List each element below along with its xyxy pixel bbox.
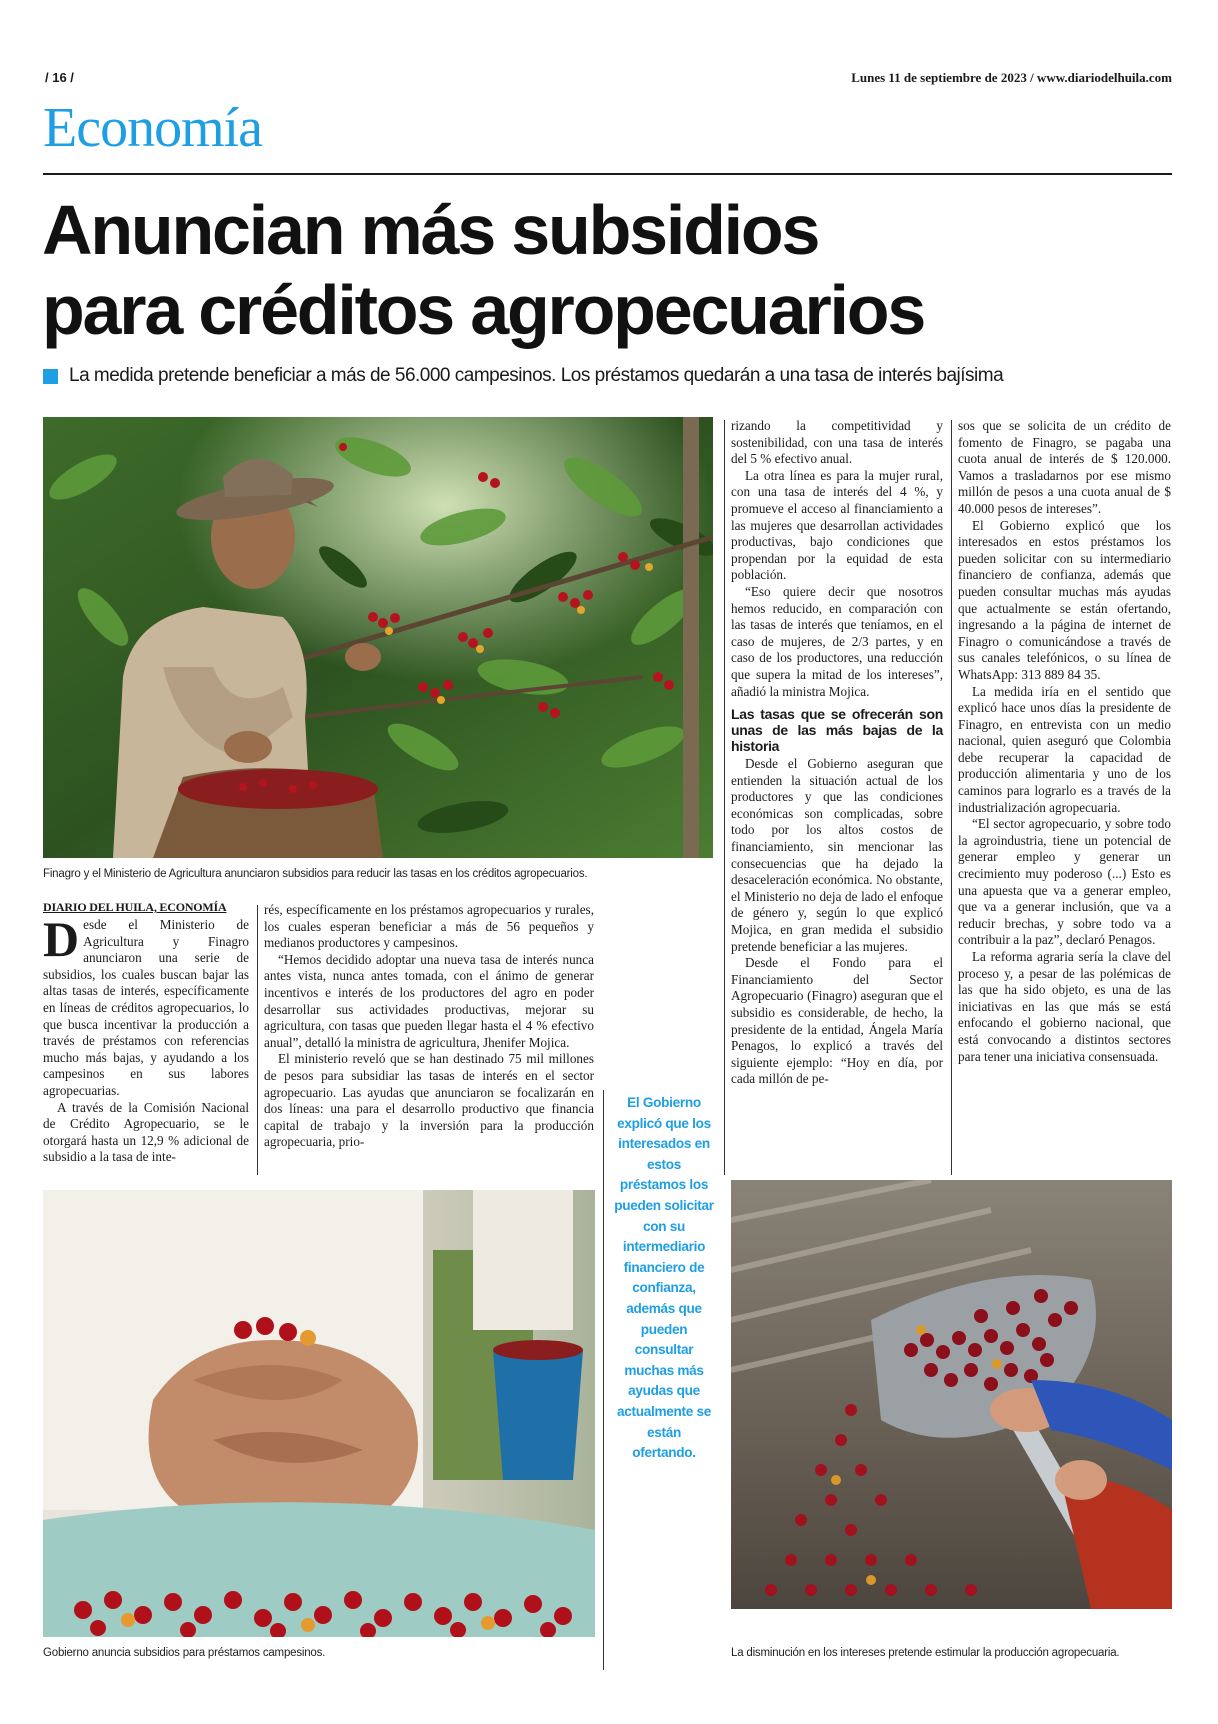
paragraph: La medida iría en el sentido que explicó hace unos días la presidente de Finagro, en entrevista con un medio nacional, quien aseguró que Colombia debe recuperar la capacidad de producción alimentaria y uno de los caminos para lograrlo es a través de la industrialización agropecuaria. xyxy=(958,683,1171,815)
paragraph: rés, específicamente en los préstamos agropecuarios y rurales, los cuales esperan beneficiar a más de 56 pequeños y medianos productores y campesinos. xyxy=(264,902,594,951)
paragraph: Desde el Fondo para el Financiamiento del Sector Agropecuario (Finagro) aseguran que el subsidio es considerable, de hecho, la presidente de la entidad, Ángela María Penagos, lo explicó a través del siguiente ejemplo: “Hoy en día, por cada millón de pe- xyxy=(731,955,943,1087)
header-rule xyxy=(43,173,1172,175)
article-column-1 xyxy=(43,900,249,1166)
paragraph: esde el Ministerio de Agricultura y Finagro anunciaron una serie de subsidios, los cuales buscan bajar las altas tasas de interés, específicamente en líneas de créditos agropecuarios, lo que busca incentivar la producción a través de préstamos con referencias mucho más bajas, y ayudando a los campesinos en sus labores agropecuarias. xyxy=(43,917,249,1098)
photo-caption-top: Finagro y el Ministerio de Agricultura anunciaron subsidios para reducir las tasas en los créditos agropecuarios. xyxy=(43,868,588,880)
deck-bullet-square xyxy=(43,369,58,384)
column-rule xyxy=(257,905,258,1175)
paragraph: sos que se solicita de un crédito de fomento de Finagro, se pagaba una cuota anual de interés de $ 120.000. Vamos a trasladarnos por ese mismo millón de pesos a una cuota anual de $ 40.000 pesos de intereses”. xyxy=(958,418,1171,516)
paragraph: El ministerio reveló que se han destinado 75 mil millones de pesos para subsidiar las tasas de interés en el sector agropecuario. Las ayudas que anunciaron se focalizarán en dos líneas: una para el desarrollo productivo que financia capital de trabajo y la inversión para la producción agropecuaria, prio- xyxy=(264,1051,594,1150)
section-title: Economía xyxy=(43,97,263,159)
paragraph: La reforma agraria sería la clave del proceso y, a pesar de las polémicas de las que ha sido objeto, es una de las iniciativas en las que más se está enfocando el gobierno nacional, que está convocando a distintos sectores para tener una iniciativa consensuada. xyxy=(958,949,1171,1064)
column-rule xyxy=(724,420,725,1175)
article-column-2 xyxy=(264,902,594,1151)
photo-coffee-shovel xyxy=(731,1180,1172,1609)
paragraph: rizando la competitividad y sostenibilidad, con una tasa de interés del 5 % efectivo anual. xyxy=(731,418,943,467)
drop-cap: D xyxy=(43,911,80,967)
deck-text: La medida pretende beneficiar a más de 56.000 campesinos. Los préstamos quedarán a una tasa de interés bajísima xyxy=(69,365,1004,386)
column-rule xyxy=(603,1090,604,1670)
deck xyxy=(43,363,1178,393)
photo-hands-cherries xyxy=(43,1190,595,1637)
pull-quote: El Gobierno explicó que los interesados en estos préstamos los pueden solicitar con su intermediario financiero de confianza, además que pueden consultar muchas más ayudas que actualmente se están ofertando. xyxy=(614,1095,714,1461)
photo-coffee-picker xyxy=(43,417,713,858)
headline xyxy=(42,190,1172,350)
paragraph: A través de la Comisión Nacional de Crédito Agropecuario, se le otorgará hasta un 12,9 % adicional de subsidio a la tasa de inte- xyxy=(43,1099,249,1165)
photo-caption-bottom-right: La disminución en los intereses pretende estimular la producción agropecuaria. xyxy=(731,1647,1120,1659)
paragraph: “El sector agropecuario, y sobre todo la agroindustria, tiene un potencial de generar empleo y generar un crecimiento muy poderoso (...) Esto es una apuesta que va a generar empleo, que va a generar inclusión, que va a reducir brechas, y sobre todo va a contribuir a la paz”, declaró Penagos. xyxy=(958,816,1171,948)
paragraph: “Eso quiere decir que nosotros hemos reducido, en comparación con las tasas de interés que teníamos, en el caso de mujeres, de 2/3 partes, y en caso de los productores, una reducción que supera la mitad de los intereses”, añadió la ministra Mojica. xyxy=(731,583,943,699)
page-number: / 16 / xyxy=(45,70,74,85)
headline-line-1: Anuncian más subsidios xyxy=(42,191,819,269)
dateline: Lunes 11 de septiembre de 2023 / www.diariodelhuila.com xyxy=(851,70,1172,85)
article-column-3 xyxy=(731,418,943,1088)
paragraph: Desde el Gobierno aseguran que entienden la situación actual de los productores y que las condiciones económicas son complicadas, sobre todo por los altos costos de financiamiento, sin mencionar las consecuencias que ha dejado la desaceleración económica. No obstante, el Ministerio no deja de lado el enfoque de género y, según lo que explicó Mojica, en gran medida el subsidio pretende beneficiar a las mujeres. xyxy=(731,756,943,954)
paragraph: El Gobierno explicó que los interesados en estos préstamos los pueden solicitar con su intermediario financiero de confianza, además que pueden consultar muchas más ayudas que actualmente se están ofertando, ingresando a la página de internet de Finagro o comunicándose a través de sus canales telefónicos, o su línea de WhatsApp: 313 889 84 35. xyxy=(958,517,1171,682)
byline: DIARIO DEL HUILA, ECONOMÍA xyxy=(43,900,227,914)
subheading: Las tasas que se ofrecerán son unas de las más bajas de la historia xyxy=(731,706,943,755)
paragraph: La otra línea es para la mujer rural, con una tasa de interés del 4 %, y promueve el acceso al financiamiento a las mujeres que desarrollan actividades productivas, bajo condiciones que propendan por la equidad de esta población. xyxy=(731,467,943,583)
headline-line-2: para créditos agropecuarios xyxy=(42,271,925,349)
column-rule xyxy=(951,420,952,1175)
article-column-4 xyxy=(958,418,1171,1065)
paragraph: “Hemos decidido adoptar una nueva tasa de interés nunca antes vista, nunca antes tomada, con el ánimo de generar incentivos e interés de los productores del agro en poder desarrollar sus actividades productivas, mejorar su agricultura, con tasas que pueden llegar hasta el 4 % efectivo anual”, detalló la ministra de agricultura, Jhenifer Mojica. xyxy=(264,951,594,1050)
photo-caption-bottom-left: Gobierno anuncia subsidios para préstamos campesinos. xyxy=(43,1647,326,1659)
